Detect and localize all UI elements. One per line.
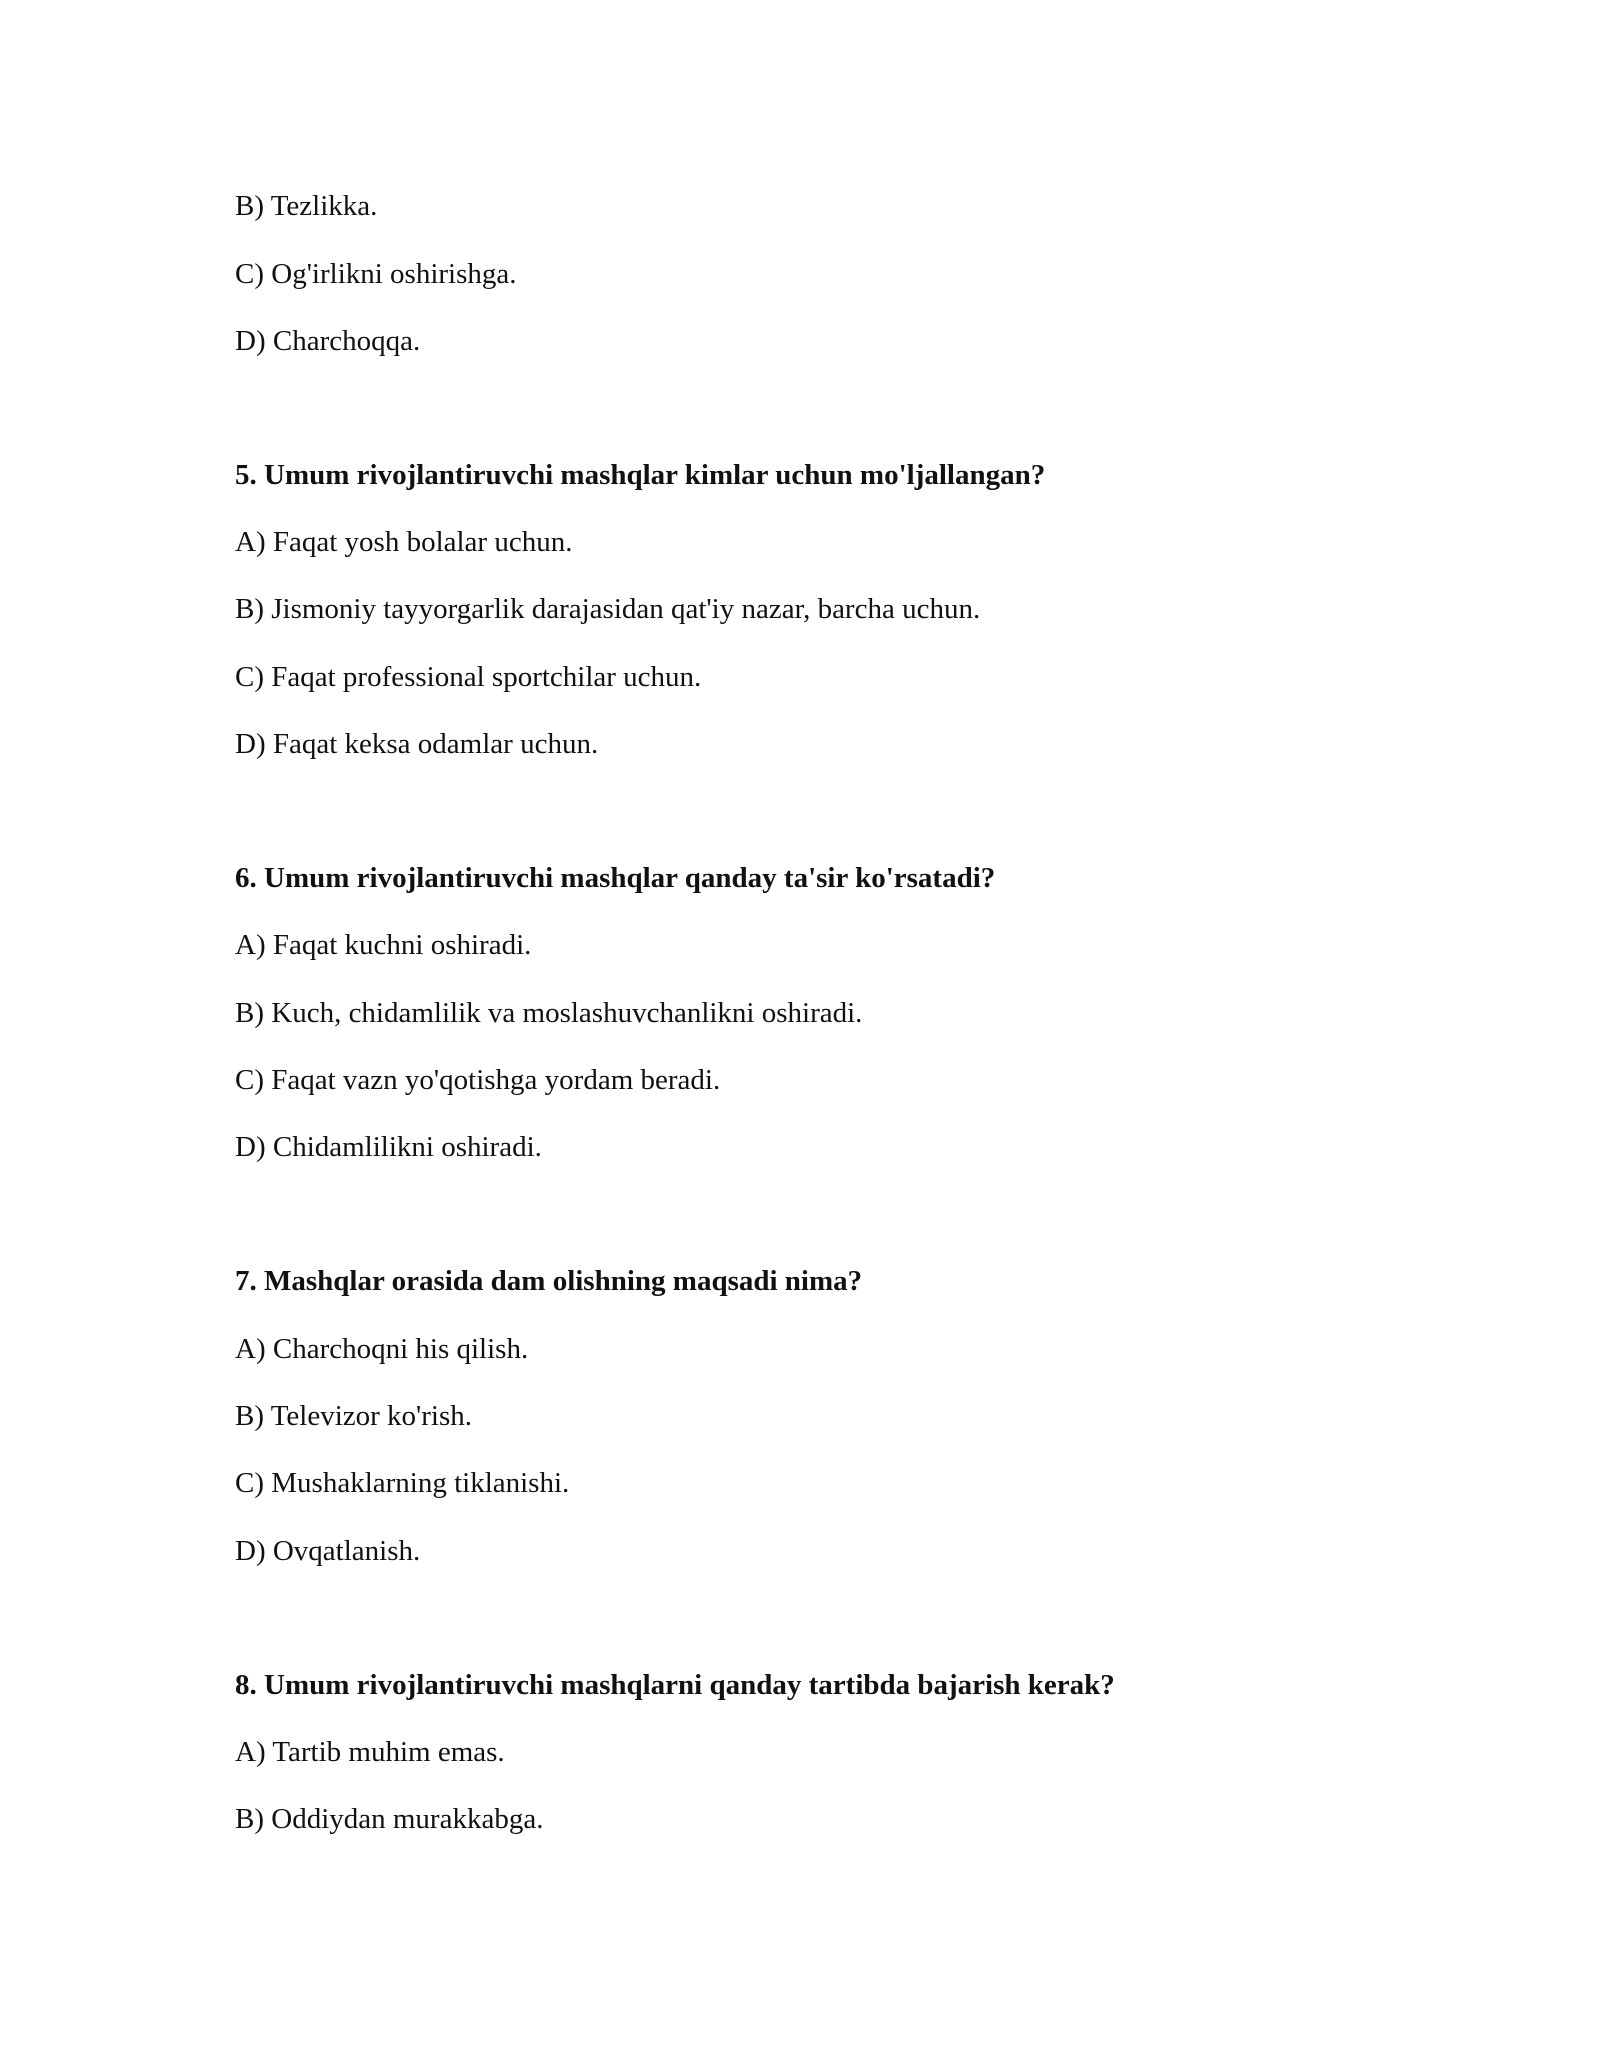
option-c: C) Og'irlikni oshirishga. bbox=[235, 258, 517, 290]
option-b: B) Oddiydan murakkabga. bbox=[235, 1803, 544, 1835]
option-d: D) Faqat keksa odamlar uchun. bbox=[235, 728, 599, 760]
question-5: 5. Umum rivojlantiruvchi mashqlar kimlar uchun mo'ljallangan? bbox=[235, 459, 1046, 491]
option-d: D) Chidamlilikni oshiradi. bbox=[235, 1131, 542, 1163]
question-6: 6. Umum rivojlantiruvchi mashqlar qanday ta'sir ko'rsatadi? bbox=[235, 862, 996, 894]
option-c: C) Mushaklarning tiklanishi. bbox=[235, 1467, 570, 1499]
option-a: A) Faqat kuchni oshiradi. bbox=[235, 929, 532, 961]
option-d: D) Charchoqqa. bbox=[235, 325, 421, 357]
option-b: B) Tezlikka. bbox=[235, 190, 378, 222]
question-7: 7. Mashqlar orasida dam olishning maqsadi nima? bbox=[235, 1265, 863, 1297]
option-a: A) Tartib muhim emas. bbox=[235, 1736, 505, 1768]
option-b: B) Jismoniy tayyorgarlik darajasidan qat'iy nazar, barcha uchun. bbox=[235, 593, 981, 625]
option-d: D) Ovqatlanish. bbox=[235, 1535, 421, 1567]
option-b: B) Kuch, chidamlilik va moslashuvchanlikni oshiradi. bbox=[235, 997, 863, 1029]
option-b: B) Televizor ko'rish. bbox=[235, 1400, 473, 1432]
option-a: A) Charchoqni his qilish. bbox=[235, 1333, 529, 1365]
question-8: 8. Umum rivojlantiruvchi mashqlarni qanday tartibda bajarish kerak? bbox=[235, 1669, 1115, 1701]
option-c: C) Faqat professional sportchilar uchun. bbox=[235, 661, 702, 693]
option-c: C) Faqat vazn yo'qotishga yordam beradi. bbox=[235, 1064, 721, 1096]
option-a: A) Faqat yosh bolalar uchun. bbox=[235, 526, 573, 558]
